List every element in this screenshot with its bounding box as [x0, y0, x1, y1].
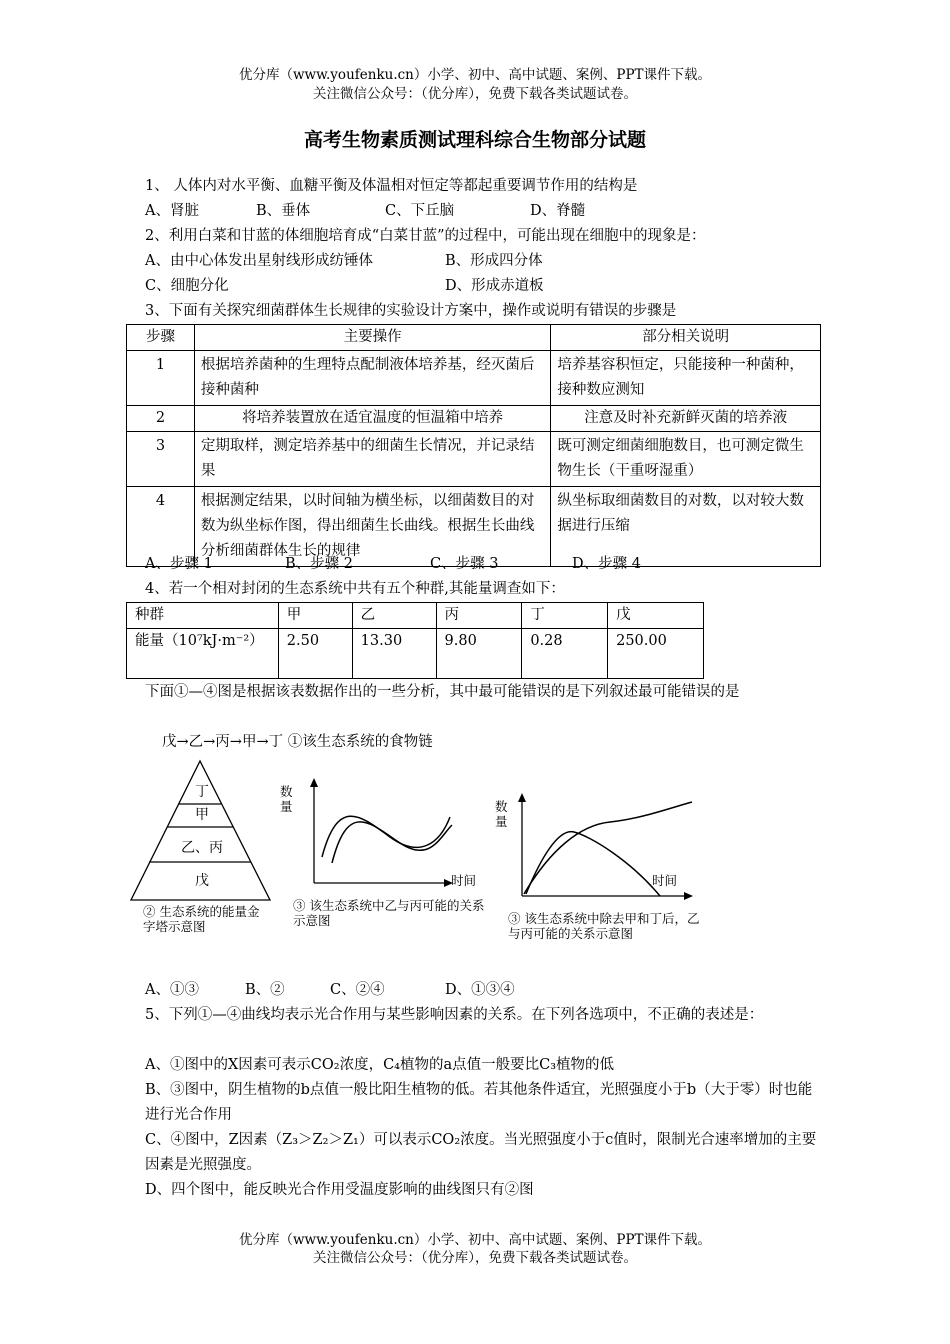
q4-stem: 4、若一个相对封闭的生态系统中共有五个种群,其能量调查如下：	[145, 581, 565, 597]
q2-option-d: D、形成赤道板	[445, 278, 544, 294]
q5-option-c: C、④图中，Z因素（Z₃＞Z₂＞Z₁）可以表示CO₂浓度。当光照强度小于c值时，限制光合速率增加的主要因素是光照强度。	[145, 1132, 817, 1173]
note-cell: 培养基容积恒定，只能接种一种菌种，接种数应测知	[551, 351, 821, 406]
species-row	[127, 603, 704, 629]
q1-option-c: C、下丘脑	[385, 203, 455, 219]
header-note: 部分相关说明	[551, 325, 821, 351]
energy-row	[127, 629, 704, 679]
step-cell: 4	[127, 487, 195, 567]
q3-option-c: C、步骤 3	[430, 556, 499, 572]
fig4-x-label: 时间	[652, 873, 678, 888]
note-cell: 既可测定细菌细胞数目，也可测定微生物生长（干重呀湿重）	[551, 432, 821, 487]
footer-line-1: 优分库（www.youfenku.cn）小学、初中、高中试题、案例、PPT课件下载。	[238, 1232, 712, 1248]
species-cell: 乙	[352, 603, 436, 629]
page-title: 高考生物素质测试理科综合生物部分试题	[303, 129, 646, 151]
table-row	[127, 432, 821, 487]
q1-option-d: D、脊髓	[530, 203, 586, 219]
energy-cell: 0.28	[522, 629, 608, 679]
operation-cell: 将培养装置放在适宜温度的恒温箱中培养	[194, 406, 550, 432]
pyramid-level-wu: 戊	[195, 873, 209, 889]
step-cell: 1	[127, 351, 195, 406]
row-label-species: 种群	[127, 603, 279, 629]
series-bing-curve	[526, 832, 660, 896]
q4-option-d: D、①③④	[445, 982, 515, 998]
energy-cell: 2.50	[278, 629, 352, 679]
q3-option-b: B、步骤 2	[285, 556, 353, 572]
y-axis-arrow	[310, 778, 318, 787]
q3-table	[126, 324, 821, 567]
step-cell: 2	[127, 406, 195, 432]
species-cell: 丁	[522, 603, 608, 629]
q1-option-a: A、肾脏	[145, 203, 199, 219]
fig3-x-label: 时间	[451, 873, 477, 888]
q3-option-a: A、步骤 1	[145, 556, 213, 572]
energy-cell: 250.00	[608, 629, 704, 679]
species-cell: 戊	[608, 603, 704, 629]
q2-option-b: B、形成四分体	[445, 253, 543, 269]
operation-cell: 定期取样，测定培养基中的细菌生长情况，并记录结果	[194, 432, 550, 487]
q2-stem: 2、利用白菜和甘蓝的体细胞培育成“白菜甘蓝”的过程中，可能出现在细胞中的现象是：	[145, 228, 706, 244]
table-row	[127, 406, 821, 432]
series-bing-curve	[332, 822, 452, 863]
note-cell: 注意及时补充新鲜灭菌的培养液	[551, 406, 821, 432]
q2-option-a: A、由中心体发出星射线形成纺锤体	[145, 253, 373, 269]
q2-option-c: C、细胞分化	[145, 278, 229, 294]
q5-stem: 5、下列①—④曲线均表示光合作用与某些影响因素的关系。在下列各选项中，不正确的表述是：	[145, 1007, 764, 1023]
q4-description: 下面①—④图是根据该表数据作出的一些分析，其中最可能错误的是下列叙述最可能错误的是	[145, 684, 740, 700]
row-label-energy: 能量（10⁷kJ·m⁻²）	[127, 629, 279, 679]
step-cell: 3	[127, 432, 195, 487]
y-axis-arrow	[518, 793, 526, 802]
note-cell: 纵坐标取细菌数目的对数，以对较大数据进行压缩	[551, 487, 821, 567]
energy-cell: 13.30	[352, 629, 436, 679]
fig2-caption: ② 生态系统的能量金字塔示意图	[143, 904, 260, 934]
q4-energy-table	[126, 602, 704, 679]
operation-cell: 根据培养菌种的生理特点配制液体培养基，经灭菌后接种菌种	[194, 351, 550, 406]
header-line-2: 关注微信公众号：（优分库），免费下载各类试题试卷。	[313, 86, 637, 102]
q4-option-a: A、①③	[145, 982, 199, 998]
fig3-chart	[290, 775, 460, 895]
q5-option-a: A、①图中的X因素可表示CO₂浓度，C₄植物的a点值一般要比C₃植物的低	[145, 1057, 615, 1073]
footer-line-2: 关注微信公众号：（优分库），免费下载各类试题试卷。	[313, 1250, 637, 1266]
fig3-caption: ③ 该生态系统中乙与丙可能的关系示意图	[293, 898, 485, 928]
x-axis-arrow	[684, 892, 693, 900]
q4-option-b: B、②	[245, 982, 285, 998]
header-operation: 主要操作	[194, 325, 550, 351]
q5-option-b: B、③图中，阴生植物的b点值一般比阳生植物的低。若其他条件适宜，光照强度小于b（大于零）时也能进行光合作用	[145, 1082, 813, 1123]
operation-cell: 根据测定结果，以时间轴为横坐标，以细菌数目的对数为纵坐标作图，得出细菌生长曲线。根据生长曲线分析细菌群体生长的规律	[194, 487, 550, 567]
q5-option-d: D、四个图中，能反映光合作用受温度影响的曲线图只有②图	[145, 1182, 534, 1198]
q1-stem: 1、 人体内对水平衡、血糖平衡及体温相对恒定等都起重要调节作用的结构是	[145, 178, 638, 194]
energy-cell: 9.80	[436, 629, 522, 679]
q3-option-d: D、步骤 4	[572, 556, 641, 572]
table-header-row	[127, 325, 821, 351]
fig3-y-label: 数量	[280, 784, 293, 814]
fig4-y-label: 数量	[495, 799, 508, 829]
pyramid-level-jia: 甲	[195, 807, 209, 823]
species-cell: 甲	[278, 603, 352, 629]
header-line-1: 优分库（www.youfenku.cn）小学、初中、高中试题、案例、PPT课件下载。	[238, 67, 712, 83]
pyramid-level-yi-bing: 乙、丙	[181, 840, 223, 856]
q4-option-c: C、②④	[330, 982, 385, 998]
pyramid-level-ding: 丁	[195, 784, 209, 800]
q3-stem: 3、下面有关探究细菌群体生长规律的实验设计方案中，操作或说明有错误的步骤是	[145, 303, 677, 319]
header-step: 步骤	[127, 325, 195, 351]
fig4-caption: ③ 该生态系统中除去甲和丁后，乙与丙可能的关系示意图	[508, 911, 700, 941]
q4-food-chain: 戊→乙→丙→甲→丁 ①该生态系统的食物链	[162, 734, 433, 750]
species-cell: 丙	[436, 603, 522, 629]
q1-option-b: B、垂体	[256, 203, 311, 219]
table-row	[127, 351, 821, 406]
